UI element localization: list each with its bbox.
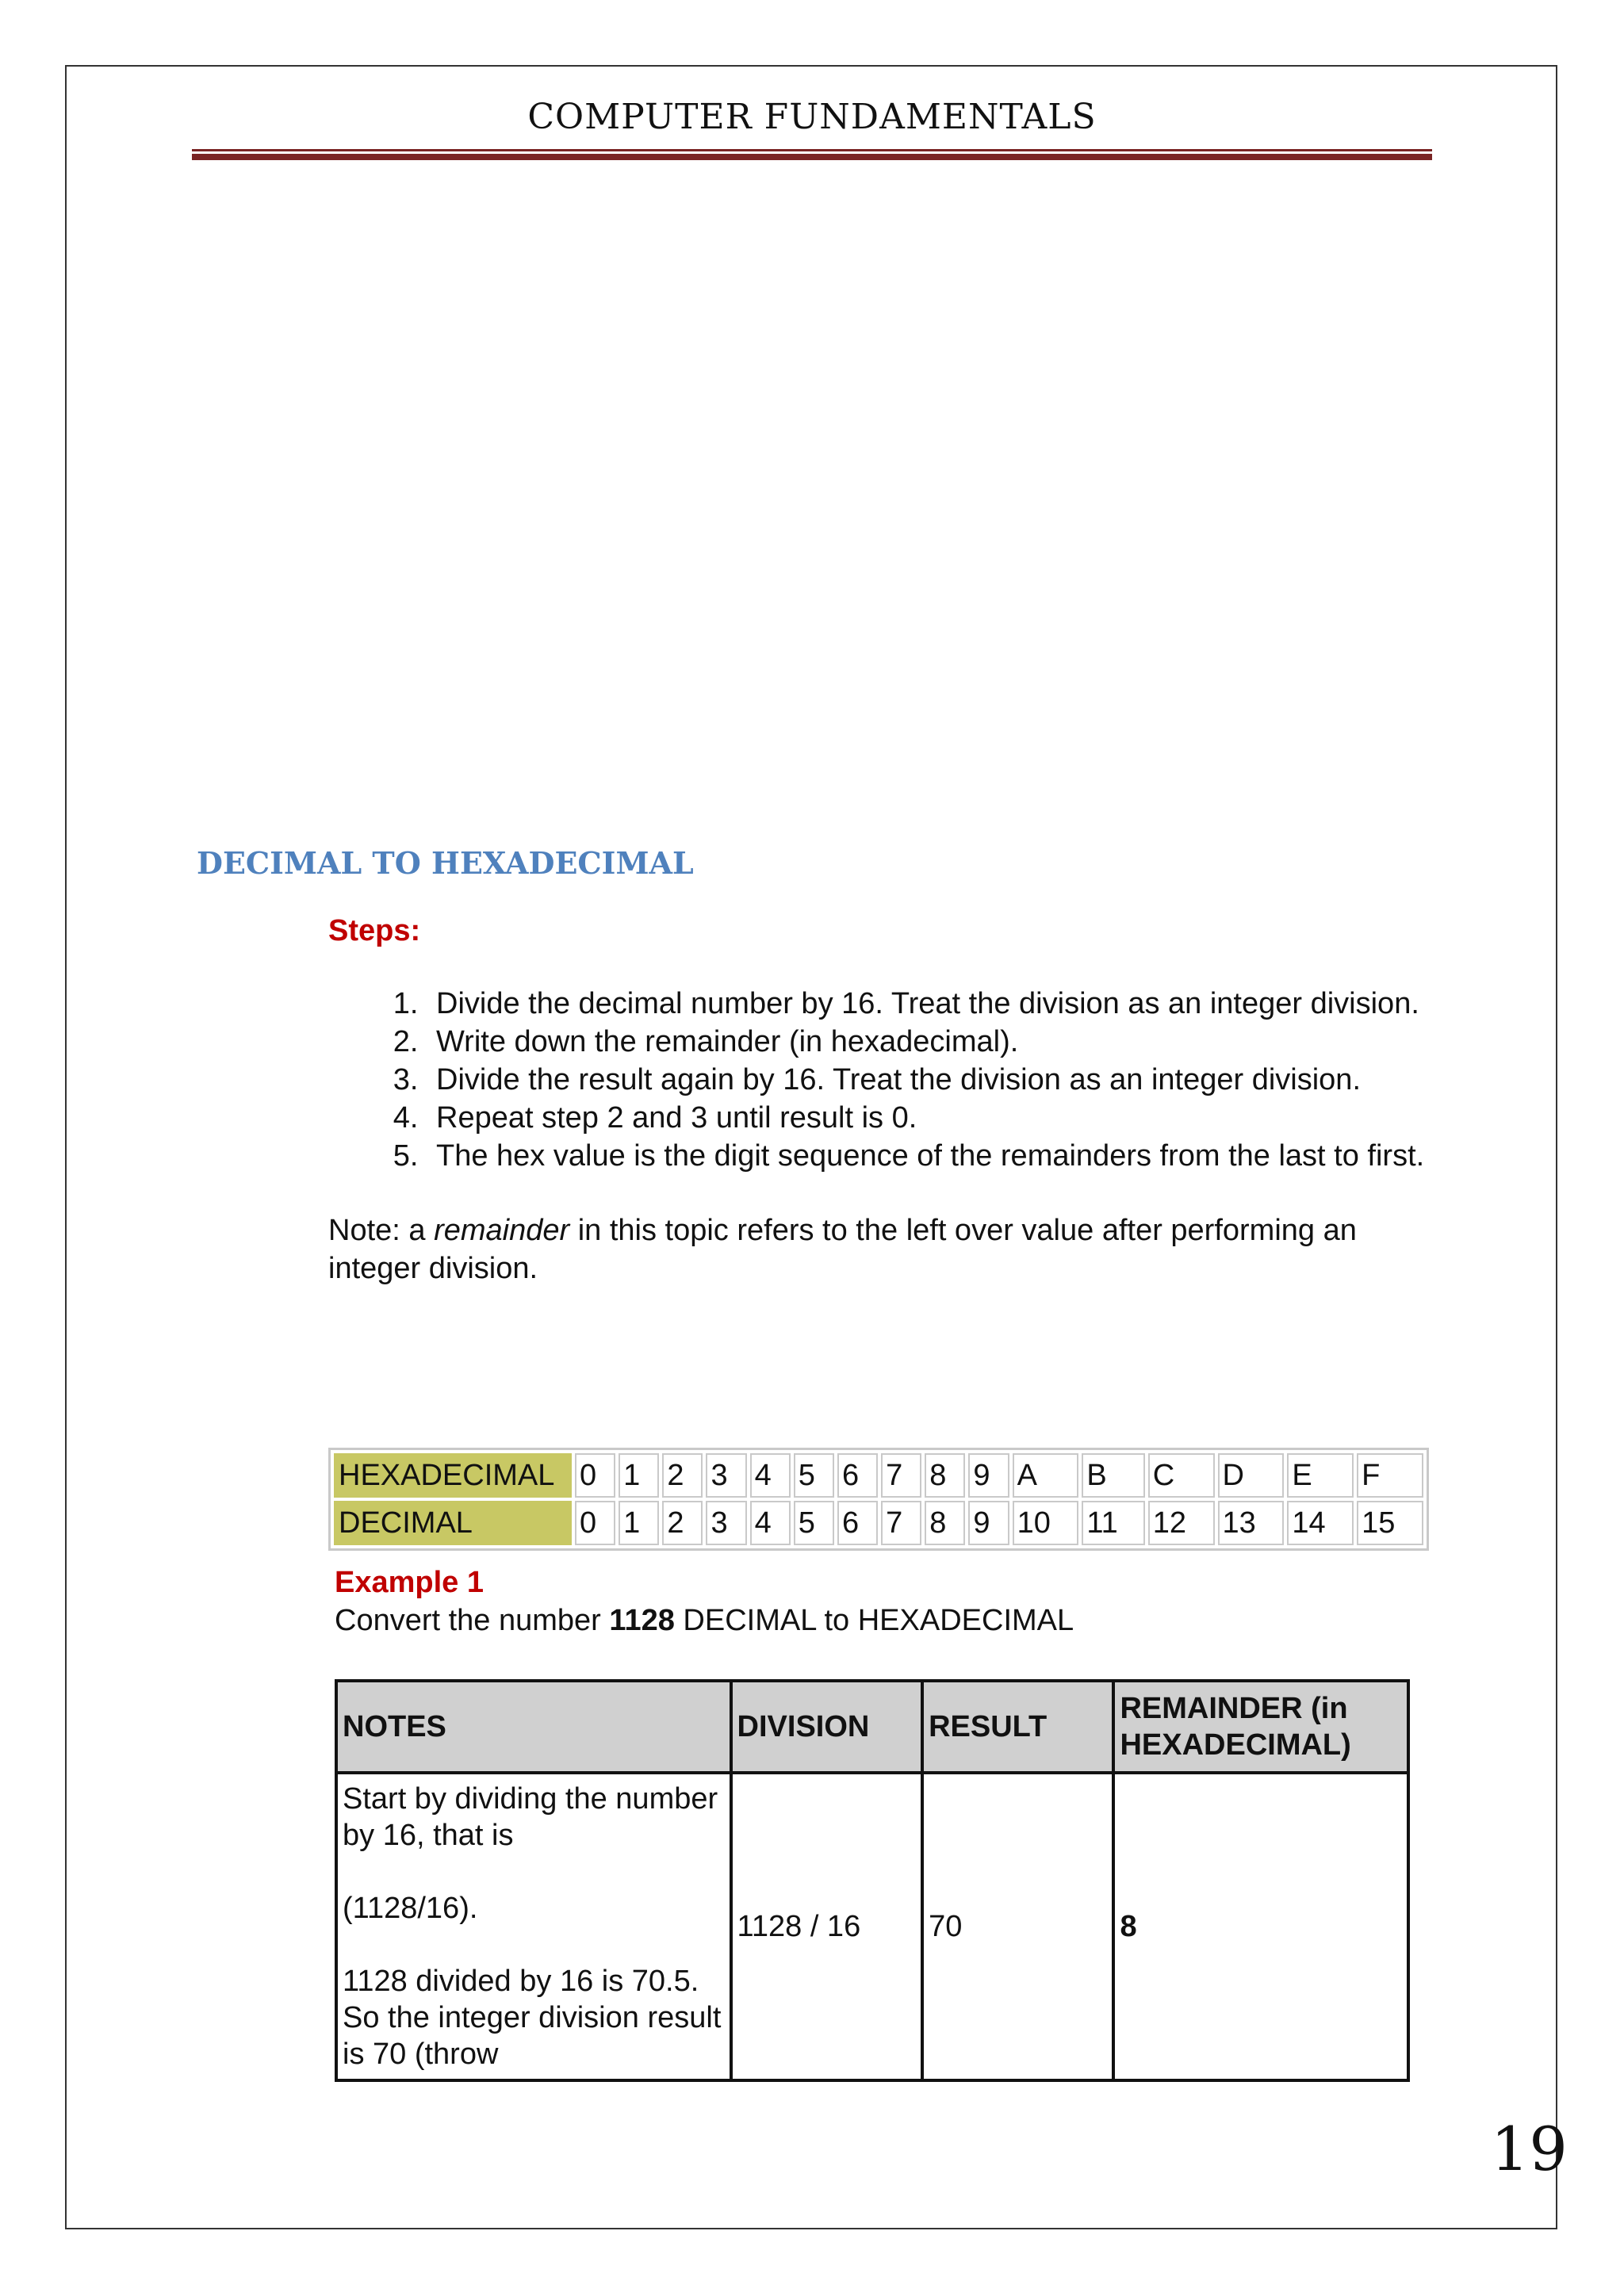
column-header-remainder: REMAINDER (in HEXADECIMAL): [1113, 1681, 1408, 1773]
lookup-cell: 12: [1148, 1501, 1215, 1545]
lookup-cell: D: [1218, 1453, 1285, 1498]
lookup-cell: 8: [925, 1453, 965, 1498]
lookup-cell: 2: [662, 1453, 703, 1498]
lookup-cell: 7: [881, 1453, 921, 1498]
lookup-row-label: DECIMAL: [334, 1501, 572, 1545]
example-description: [335, 1601, 1074, 1640]
notes-line: 1128 divided by 16 is 70.5. So the integer division result is 70 (throw: [343, 1965, 722, 2071]
lookup-cell: 5: [794, 1453, 834, 1498]
lookup-cell: 10: [1013, 1501, 1079, 1545]
lookup-cell: 2: [662, 1501, 703, 1545]
lookup-cell: 14: [1287, 1501, 1354, 1545]
step-item: 5. The hex value is the digit sequence of the remainders from the last to first.: [427, 1137, 1438, 1175]
example-title: Example 1: [335, 1566, 484, 1599]
lookup-cell: E: [1287, 1453, 1354, 1498]
note-paragraph: [328, 1211, 1438, 1288]
step-item: 3. Divide the result again by 16. Treat the division as an integer division.: [427, 1061, 1438, 1099]
lookup-cell: 6: [837, 1501, 878, 1545]
lookup-cell: 7: [881, 1501, 921, 1545]
example-number: 1128: [609, 1604, 675, 1637]
conversion-work-table: [335, 1679, 1410, 2082]
lookup-cell: 1: [619, 1453, 659, 1498]
lookup-cell: B: [1082, 1453, 1144, 1498]
lookup-cell: 8: [925, 1501, 965, 1545]
table-row: [336, 1773, 1408, 2080]
division-cell: 1128 / 16: [731, 1773, 923, 2080]
column-header-result: RESULT: [922, 1681, 1113, 1773]
lookup-row-decimal: [334, 1501, 1423, 1545]
example-block: [335, 1563, 1074, 1640]
lookup-cell: 4: [750, 1501, 791, 1545]
lookup-cell: 15: [1357, 1501, 1423, 1545]
section-heading: DECIMAL TO HEXADECIMAL: [197, 845, 694, 881]
header-rule: [192, 149, 1432, 160]
notes-cell: [336, 1773, 731, 2080]
step-item: 1. Divide the decimal number by 16. Treat the division as an integer division.: [427, 985, 1438, 1023]
lookup-cell: 9: [968, 1453, 1009, 1498]
column-header-notes: NOTES: [336, 1681, 731, 1773]
lookup-cell: 3: [706, 1501, 746, 1545]
steps-section: [328, 912, 1438, 1288]
lookup-cell: 4: [750, 1453, 791, 1498]
notes-line: Start by dividing the number by 16, that is: [343, 1782, 718, 1852]
note-emphasis: remainder: [434, 1214, 570, 1247]
note-suffix: in this topic refers to the left over value after performing an integer division.: [328, 1214, 1357, 1285]
page-number: 19: [1491, 2114, 1568, 2184]
lookup-cell: C: [1148, 1453, 1215, 1498]
step-item: 2. Write down the remainder (in hexadecimal).: [427, 1023, 1438, 1061]
lookup-cell: F: [1357, 1453, 1423, 1498]
example-text-after: DECIMAL to HEXADECIMAL: [674, 1604, 1074, 1637]
header-rule-thick-line: [192, 154, 1432, 160]
example-text-before: Convert the number: [335, 1604, 610, 1637]
lookup-cell: 9: [968, 1501, 1009, 1545]
lookup-cell: 0: [575, 1501, 615, 1545]
lookup-row-label: HEXADECIMAL: [334, 1453, 572, 1498]
hex-decimal-lookup-table: [328, 1448, 1429, 1551]
steps-title: Steps:: [328, 914, 421, 947]
remainder-cell: 8: [1113, 1773, 1408, 2080]
running-header: COMPUTER FUNDAMENTALS: [527, 97, 1097, 137]
lookup-cell: 11: [1082, 1501, 1144, 1545]
lookup-cell: 5: [794, 1501, 834, 1545]
header-rule-thin-line: [192, 149, 1432, 151]
lookup-cell: 6: [837, 1453, 878, 1498]
lookup-cell: 3: [706, 1453, 746, 1498]
lookup-cell: 13: [1218, 1501, 1285, 1545]
column-header-division: DIVISION: [731, 1681, 923, 1773]
steps-list: [328, 985, 1438, 1175]
result-cell: 70: [922, 1773, 1113, 2080]
step-item: 4. Repeat step 2 and 3 until result is 0.: [427, 1099, 1438, 1137]
lookup-cell: 0: [575, 1453, 615, 1498]
notes-line: (1128/16).: [343, 1892, 478, 1925]
note-prefix: Note: a: [328, 1214, 435, 1247]
notes-cell-content: [343, 1781, 725, 2076]
lookup-cell: 1: [619, 1501, 659, 1545]
lookup-cell: A: [1013, 1453, 1079, 1498]
lookup-row-hexadecimal: [334, 1453, 1423, 1498]
table-header-row: [336, 1681, 1408, 1773]
